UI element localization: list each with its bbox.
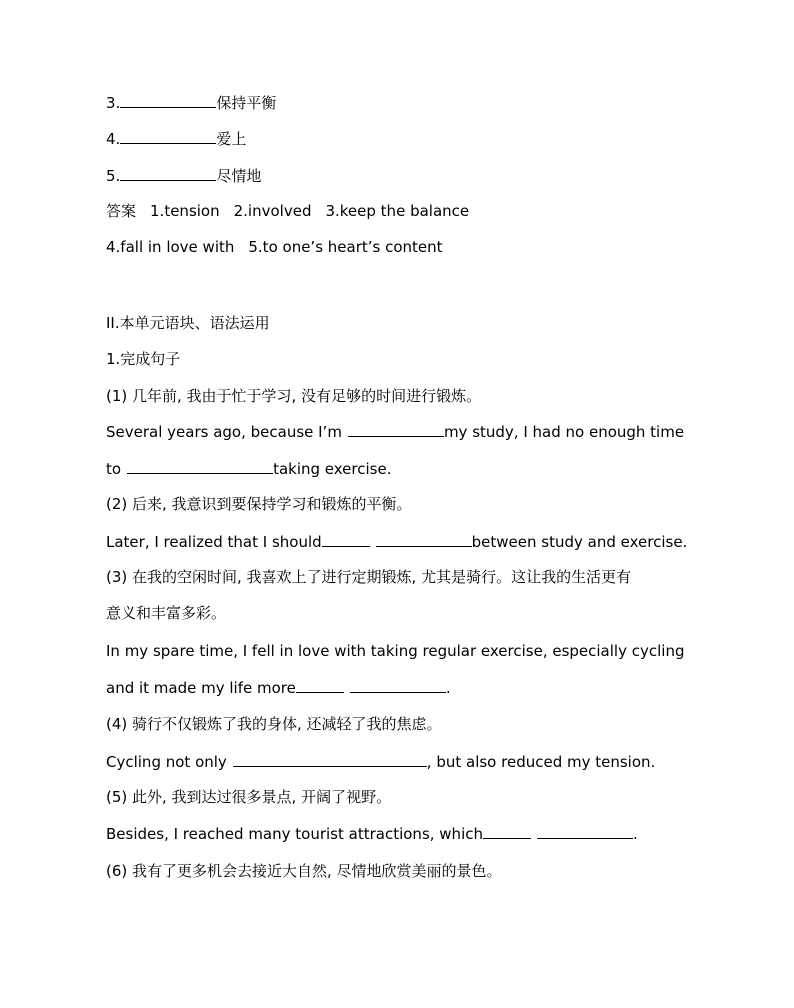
vocab-number: 4. (106, 130, 121, 148)
answer-blank[interactable] (348, 421, 444, 437)
vocab-item-4 (106, 128, 246, 149)
question-3-chinese-line-2: 意义和丰富多彩。 (106, 604, 227, 622)
question-3-chinese-line-1: (3) 在我的空闲时间, 我喜欢上了进行定期锻炼, 尤其是骑行。这让我的生活更有 (106, 568, 632, 586)
answer-blank[interactable] (233, 751, 427, 767)
answer-blank[interactable] (350, 677, 446, 693)
vocab-number: 5. (106, 167, 121, 185)
question-5-english (106, 823, 638, 844)
answer-line-1 (106, 201, 469, 221)
sentence-text: Besides, I reached many tourist attractions, which (106, 825, 483, 843)
answer-line-2 (106, 237, 443, 257)
question-4-english (106, 751, 655, 772)
answer-blank[interactable] (120, 92, 216, 108)
answer-item: 3.keep the balance (325, 202, 470, 220)
vocab-item-3 (106, 92, 276, 113)
vocab-item-5 (106, 165, 261, 186)
question-3-english-line-1: In my spare time, I fell in love with taking regular exercise, especially cycling (106, 642, 685, 660)
answer-blank[interactable] (296, 677, 344, 693)
question-1-english-line-1 (106, 421, 684, 442)
sentence-text: and it made my life more (106, 679, 296, 697)
sentence-text: Several years ago, because I’m (106, 423, 342, 441)
answer-item: 5.to one’s heart’s content (248, 238, 443, 256)
answer-item: 2.involved (233, 202, 312, 220)
question-5-chinese: (5) 此外, 我到达过很多景点, 开阔了视野。 (106, 788, 392, 806)
sentence-text: my study, I had no enough time (443, 423, 685, 441)
answer-item: 1.tension (150, 202, 220, 220)
question-1-english-line-2 (106, 458, 391, 479)
section-subheading: 1.完成句子 (106, 350, 181, 368)
sentence-text: between study and exercise. (471, 533, 688, 551)
answer-blank[interactable] (483, 823, 531, 839)
answer-label: 答案 (106, 202, 137, 220)
question-2-english (106, 531, 687, 552)
vocab-meaning: 保持平衡 (216, 94, 277, 112)
answer-blank[interactable] (120, 165, 216, 181)
answer-blank[interactable] (322, 531, 370, 547)
answer-item: 4.fall in love with (106, 238, 235, 256)
vocab-meaning: 爱上 (216, 130, 247, 148)
sentence-text: to (106, 460, 122, 478)
answer-blank[interactable] (376, 531, 472, 547)
vocab-meaning: 尽情地 (216, 167, 262, 185)
sentence-text: . (633, 825, 638, 843)
sentence-text: Later, I realized that I should (106, 533, 322, 551)
sentence-text: . (445, 679, 451, 697)
answer-blank[interactable] (127, 458, 273, 474)
question-4-chinese: (4) 骑行不仅锻炼了我的身体, 还减轻了我的焦虑。 (106, 715, 442, 733)
question-6-chinese: (6) 我有了更多机会去接近大自然, 尽情地欣赏美丽的景色。 (106, 862, 502, 880)
sentence-text: taking exercise. (273, 460, 392, 478)
question-3-english-line-2 (106, 677, 451, 698)
vocab-number: 3. (106, 94, 121, 112)
sentence-text: Cycling not only (106, 753, 227, 771)
question-1-chinese: (1) 几年前, 我由于忙于学习, 没有足够的时间进行锻炼。 (106, 387, 482, 405)
answer-blank[interactable] (120, 128, 216, 144)
sentence-text: , but also reduced my tension. (426, 753, 656, 771)
section-heading: II.本单元语块、语法运用 (106, 314, 270, 332)
question-2-chinese: (2) 后来, 我意识到要保持学习和锻炼的平衡。 (106, 495, 412, 513)
answer-blank[interactable] (537, 823, 633, 839)
